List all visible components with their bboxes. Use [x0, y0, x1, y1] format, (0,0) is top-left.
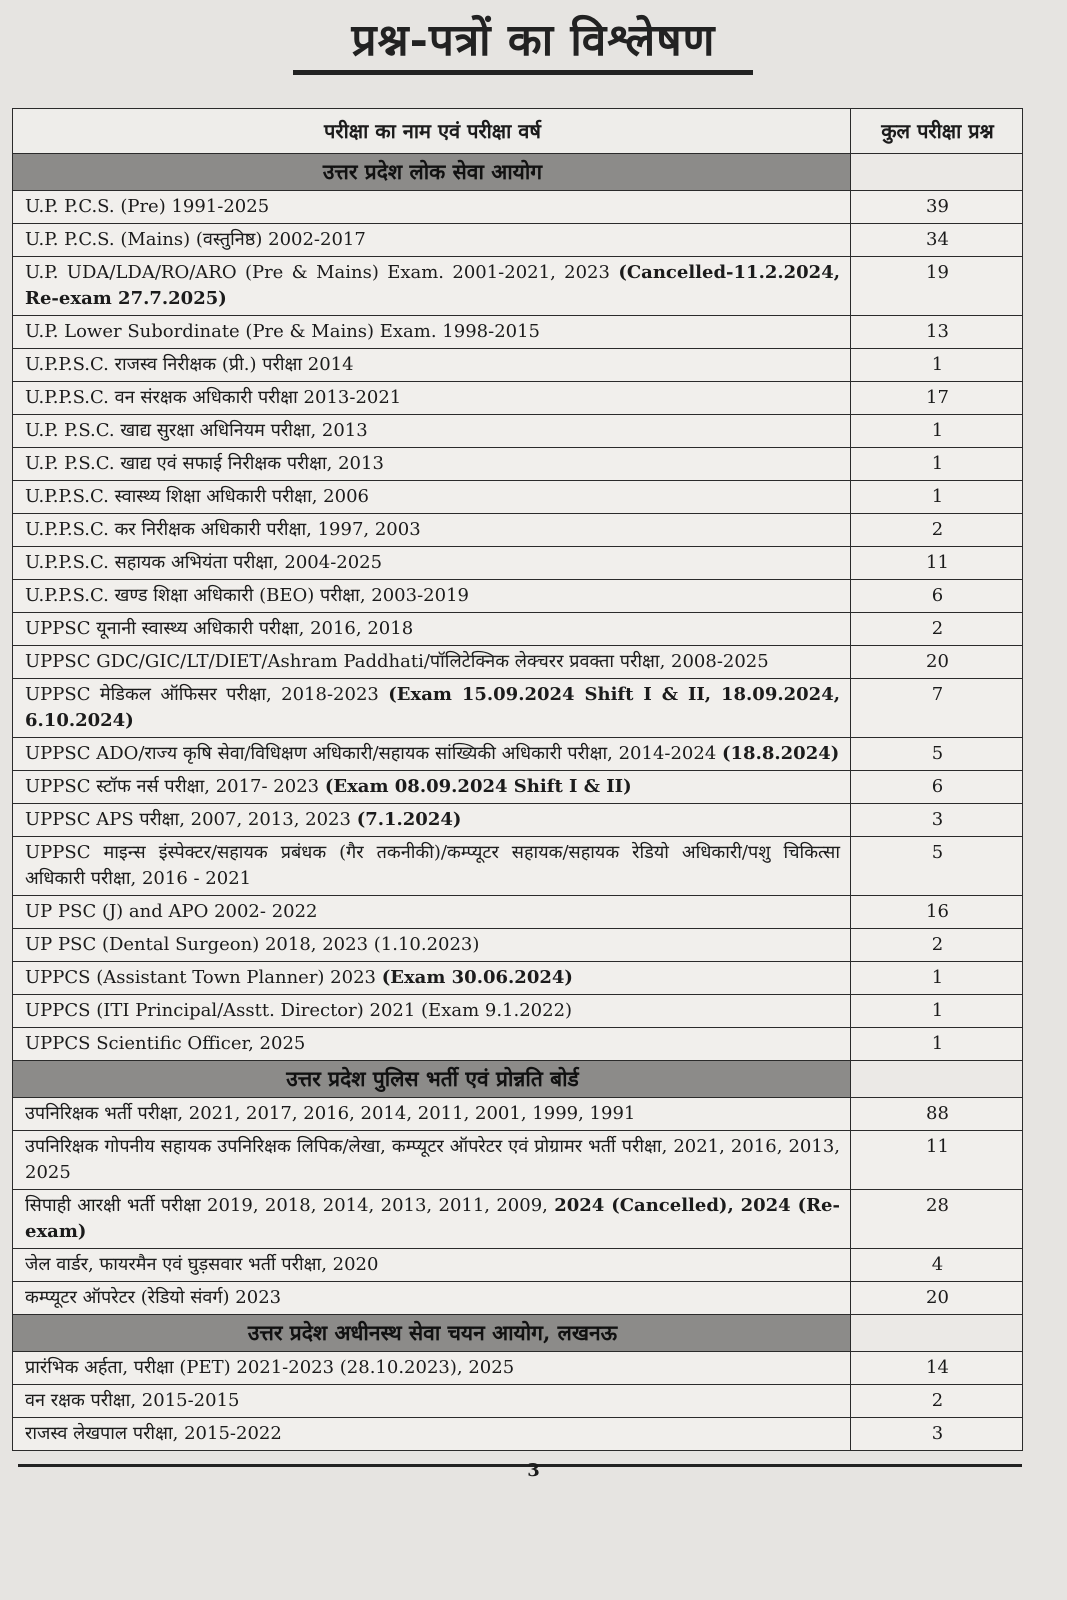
question-count-cell: 4 — [851, 1249, 1023, 1282]
question-count-cell: 19 — [851, 257, 1023, 316]
exam-name-bold-note: (7.1.2024) — [356, 809, 462, 830]
table-header-row — [13, 109, 1023, 154]
exam-name-bold-note: (Exam 08.09.2024 Shift I & II) — [324, 776, 632, 797]
exam-name-cell — [13, 316, 851, 349]
exam-name-text: UPPSC GDC/GIC/LT/DIET/Ashram Paddhati/पॉलिटेक्निक लेक्चरर प्रवक्ता परीक्षा, 2008-2025 — [25, 651, 769, 672]
table-row — [13, 481, 1023, 514]
section-heading-row — [13, 154, 1023, 191]
exam-name-text: UPPSC माइन्स इंस्पेक्टर/सहायक प्रबंधक (गैर तकनीकी)/कम्प्यूटर सहायक/सहायक रेडियो अधिकारी/पशु चिकित्सा अधिकारी परीक्षा, 2016 - 2021 — [25, 842, 840, 889]
exam-name-cell — [13, 1282, 851, 1315]
section-heading-blank-cell — [851, 1315, 1023, 1352]
exam-name-bold-note: (Exam 15.09.2024 Shift I & II, 18.09.2024, 6.10.2024) — [25, 684, 840, 731]
question-count-cell: 39 — [851, 191, 1023, 224]
question-count-cell: 1 — [851, 1028, 1023, 1061]
table-row — [13, 995, 1023, 1028]
question-count-cell: 11 — [851, 1131, 1023, 1190]
table-row — [13, 896, 1023, 929]
question-count-cell: 2 — [851, 929, 1023, 962]
table-row — [13, 962, 1023, 995]
table-row — [13, 257, 1023, 316]
exam-name-cell — [13, 1385, 851, 1418]
exam-name-cell — [13, 613, 851, 646]
exam-name-cell — [13, 1098, 851, 1131]
exam-name-cell — [13, 382, 851, 415]
exam-name-cell — [13, 481, 851, 514]
question-count-cell: 20 — [851, 1282, 1023, 1315]
exam-name-bold-note: (18.8.2024) — [722, 743, 840, 764]
question-count-cell: 20 — [851, 646, 1023, 679]
exam-name-cell — [13, 349, 851, 382]
exam-name-text: प्रारंभिक अर्हता, परीक्षा (PET) 2021-2023 (28.10.2023), 2025 — [25, 1357, 515, 1378]
section-heading-row — [13, 1061, 1023, 1098]
question-count-cell: 34 — [851, 224, 1023, 257]
table-row — [13, 448, 1023, 481]
column-header-exam-name: परीक्षा का नाम एवं परीक्षा वर्ष — [13, 109, 851, 154]
exam-name-text: UPPSC मेडिकल ऑफिसर परीक्षा, 2018-2023 — [25, 684, 389, 705]
exam-name-bold-note: 2024 (Cancelled), 2024 (Re-exam) — [25, 1195, 840, 1242]
exam-name-text: जेल वार्डर, फायरमैन एवं घुड़सवार भर्ती परीक्षा, 2020 — [25, 1254, 379, 1275]
question-count-cell: 17 — [851, 382, 1023, 415]
question-count-cell: 3 — [851, 1418, 1023, 1451]
exam-name-text: उपनिरिक्षक भर्ती परीक्षा, 2021, 2017, 2016, 2014, 2011, 2001, 1999, 1991 — [25, 1103, 636, 1124]
table-row — [13, 646, 1023, 679]
exam-name-cell — [13, 547, 851, 580]
table-row — [13, 837, 1023, 896]
section-heading: उत्तर प्रदेश लोक सेवा आयोग — [13, 154, 851, 191]
exam-name-cell — [13, 771, 851, 804]
exam-name-cell — [13, 679, 851, 738]
question-count-cell: 1 — [851, 481, 1023, 514]
exam-name-text: UPPSC यूनानी स्वास्थ्य अधिकारी परीक्षा, 2016, 2018 — [25, 618, 414, 639]
exam-name-cell — [13, 646, 851, 679]
question-count-cell: 1 — [851, 415, 1023, 448]
table-row — [13, 1418, 1023, 1451]
exam-name-text: सिपाही आरक्षी भर्ती परीक्षा 2019, 2018, 2014, 2013, 2011, 2009, — [25, 1195, 555, 1216]
exam-name-text: U.P. P.C.S. (Pre) 1991-2025 — [25, 196, 270, 217]
exam-name-text: U.P.P.S.C. कर निरीक्षक अधिकारी परीक्षा, 1997, 2003 — [25, 519, 421, 540]
exam-name-text: UPPCS (Assistant Town Planner) 2023 — [25, 967, 382, 988]
exam-name-cell — [13, 1249, 851, 1282]
section-heading-row — [13, 1315, 1023, 1352]
section-heading-blank-cell — [851, 1061, 1023, 1098]
exam-name-cell — [13, 580, 851, 613]
table-row — [13, 679, 1023, 738]
table-row — [13, 771, 1023, 804]
column-header-total-questions: कुल परीक्षा प्रश्न — [851, 109, 1023, 154]
exam-name-cell — [13, 1131, 851, 1190]
table-row — [13, 738, 1023, 771]
exam-name-text: U.P.P.S.C. राजस्व निरीक्षक (प्री.) परीक्षा 2014 — [25, 354, 354, 375]
exam-name-text: कम्प्यूटर ऑपरेटर (रेडियो संवर्ग) 2023 — [25, 1287, 282, 1308]
question-count-cell: 11 — [851, 547, 1023, 580]
table-row — [13, 613, 1023, 646]
table-row — [13, 1352, 1023, 1385]
table-row — [13, 415, 1023, 448]
exam-name-text: UPPSC ADO/राज्य कृषि सेवा/विधिक्षण अधिकारी/सहायक सांख्यिकी अधिकारी परीक्षा, 2014-2024 — [25, 743, 723, 764]
section-heading-blank-cell — [851, 154, 1023, 191]
table-row — [13, 349, 1023, 382]
exam-name-text: U.P.P.S.C. सहायक अभियंता परीक्षा, 2004-2025 — [25, 552, 383, 573]
exam-name-cell — [13, 929, 851, 962]
question-count-cell: 6 — [851, 771, 1023, 804]
exam-name-text: U.P. UDA/LDA/RO/ARO (Pre & Mains) Exam. 2001-2021, 2023 — [25, 262, 619, 283]
table-row — [13, 929, 1023, 962]
question-count-cell: 6 — [851, 580, 1023, 613]
table-row — [13, 514, 1023, 547]
question-count-cell: 5 — [851, 837, 1023, 896]
table-row — [13, 804, 1023, 837]
section-heading: उत्तर प्रदेश पुलिस भर्ती एवं प्रोन्नति बोर्ड — [13, 1061, 851, 1098]
exam-name-cell — [13, 896, 851, 929]
exam-name-text: U.P. P.S.C. खाद्य एवं सफाई निरीक्षक परीक्षा, 2013 — [25, 453, 384, 474]
question-count-cell: 5 — [851, 738, 1023, 771]
question-count-cell: 13 — [851, 316, 1023, 349]
exam-name-text: U.P.P.S.C. वन संरक्षक अधिकारी परीक्षा 2013-2021 — [25, 387, 402, 408]
exam-name-cell — [13, 514, 851, 547]
question-count-cell: 1 — [851, 962, 1023, 995]
exam-name-text: वन रक्षक परीक्षा, 2015-2015 — [25, 1390, 240, 1411]
question-count-cell: 7 — [851, 679, 1023, 738]
table-body — [13, 154, 1023, 1451]
title-underline — [293, 70, 753, 75]
exam-name-text: U.P.P.S.C. खण्ड शिक्षा अधिकारी (BEO) परीक्षा, 2003-2019 — [25, 585, 469, 606]
exam-name-text: UPPCS Scientific Officer, 2025 — [25, 1033, 306, 1054]
exam-name-cell — [13, 415, 851, 448]
exam-name-text: UPPSC APS परीक्षा, 2007, 2013, 2023 — [25, 809, 357, 830]
table-row — [13, 580, 1023, 613]
page-number: 3 — [527, 1460, 540, 1481]
exam-name-bold-note: (Exam 30.06.2024) — [381, 967, 573, 988]
table-row — [13, 224, 1023, 257]
table-row — [13, 1098, 1023, 1131]
exam-name-cell — [13, 1418, 851, 1451]
exam-name-text: UP PSC (J) and APO 2002- 2022 — [25, 901, 318, 922]
table-row — [13, 1249, 1023, 1282]
exam-name-text: उपनिरिक्षक गोपनीय सहायक उपनिरिक्षक लिपिक/लेखा, कम्प्यूटर ऑपरेटर एवं प्रोग्रामर भर्ती परीक्षा, 2021, 2016, 2013, 2025 — [25, 1136, 840, 1183]
table-row — [13, 547, 1023, 580]
exam-name-cell — [13, 962, 851, 995]
question-count-cell: 2 — [851, 613, 1023, 646]
exam-name-cell — [13, 448, 851, 481]
question-count-cell: 1 — [851, 349, 1023, 382]
exam-name-cell — [13, 191, 851, 224]
exam-name-cell — [13, 837, 851, 896]
question-count-cell: 16 — [851, 896, 1023, 929]
exam-analysis-table — [12, 108, 1023, 1451]
section-heading: उत्तर प्रदेश अधीनस्थ सेवा चयन आयोग, लखनऊ — [13, 1315, 851, 1352]
exam-name-text: U.P.P.S.C. स्वास्थ्य शिक्षा अधिकारी परीक्षा, 2006 — [25, 486, 369, 507]
question-count-cell: 2 — [851, 514, 1023, 547]
exam-name-text: UPPCS (ITI Principal/Asstt. Director) 2021 (Exam 9.1.2022) — [25, 1000, 573, 1021]
question-count-cell: 1 — [851, 448, 1023, 481]
question-count-cell: 14 — [851, 1352, 1023, 1385]
exam-name-cell — [13, 1352, 851, 1385]
exam-name-text: UPPSC स्टॉफ नर्स परीक्षा, 2017- 2023 — [25, 776, 325, 797]
exam-name-cell — [13, 738, 851, 771]
table-row — [13, 1282, 1023, 1315]
table-row — [13, 382, 1023, 415]
table-row — [13, 1131, 1023, 1190]
exam-name-bold-note: (Cancelled-11.2.2024, Re-exam 27.7.2025) — [25, 262, 840, 309]
exam-name-text: U.P. P.S.C. खाद्य सुरक्षा अधिनियम परीक्षा, 2013 — [25, 420, 368, 441]
exam-name-cell — [13, 1190, 851, 1249]
table-row — [13, 1190, 1023, 1249]
table-row — [13, 1385, 1023, 1418]
exam-name-cell — [13, 804, 851, 837]
exam-name-text: राजस्व लेखपाल परीक्षा, 2015-2022 — [25, 1423, 282, 1444]
question-count-cell: 88 — [851, 1098, 1023, 1131]
exam-name-cell — [13, 1028, 851, 1061]
question-count-cell: 3 — [851, 804, 1023, 837]
exam-name-cell — [13, 224, 851, 257]
exam-name-text: U.P. Lower Subordinate (Pre & Mains) Exam. 1998-2015 — [25, 321, 541, 342]
exam-name-text: U.P. P.C.S. (Mains) (वस्तुनिष्ठ) 2002-2017 — [25, 229, 366, 250]
question-count-cell: 1 — [851, 995, 1023, 1028]
page-title: प्रश्न-पत्रों का विश्लेषण — [351, 15, 716, 66]
table-row — [13, 316, 1023, 349]
table-row — [13, 191, 1023, 224]
question-count-cell: 2 — [851, 1385, 1023, 1418]
exam-name-text: UP PSC (Dental Surgeon) 2018, 2023 (1.10.2023) — [25, 934, 480, 955]
exam-name-cell — [13, 995, 851, 1028]
question-count-cell: 28 — [851, 1190, 1023, 1249]
table-row — [13, 1028, 1023, 1061]
exam-name-cell — [13, 257, 851, 316]
